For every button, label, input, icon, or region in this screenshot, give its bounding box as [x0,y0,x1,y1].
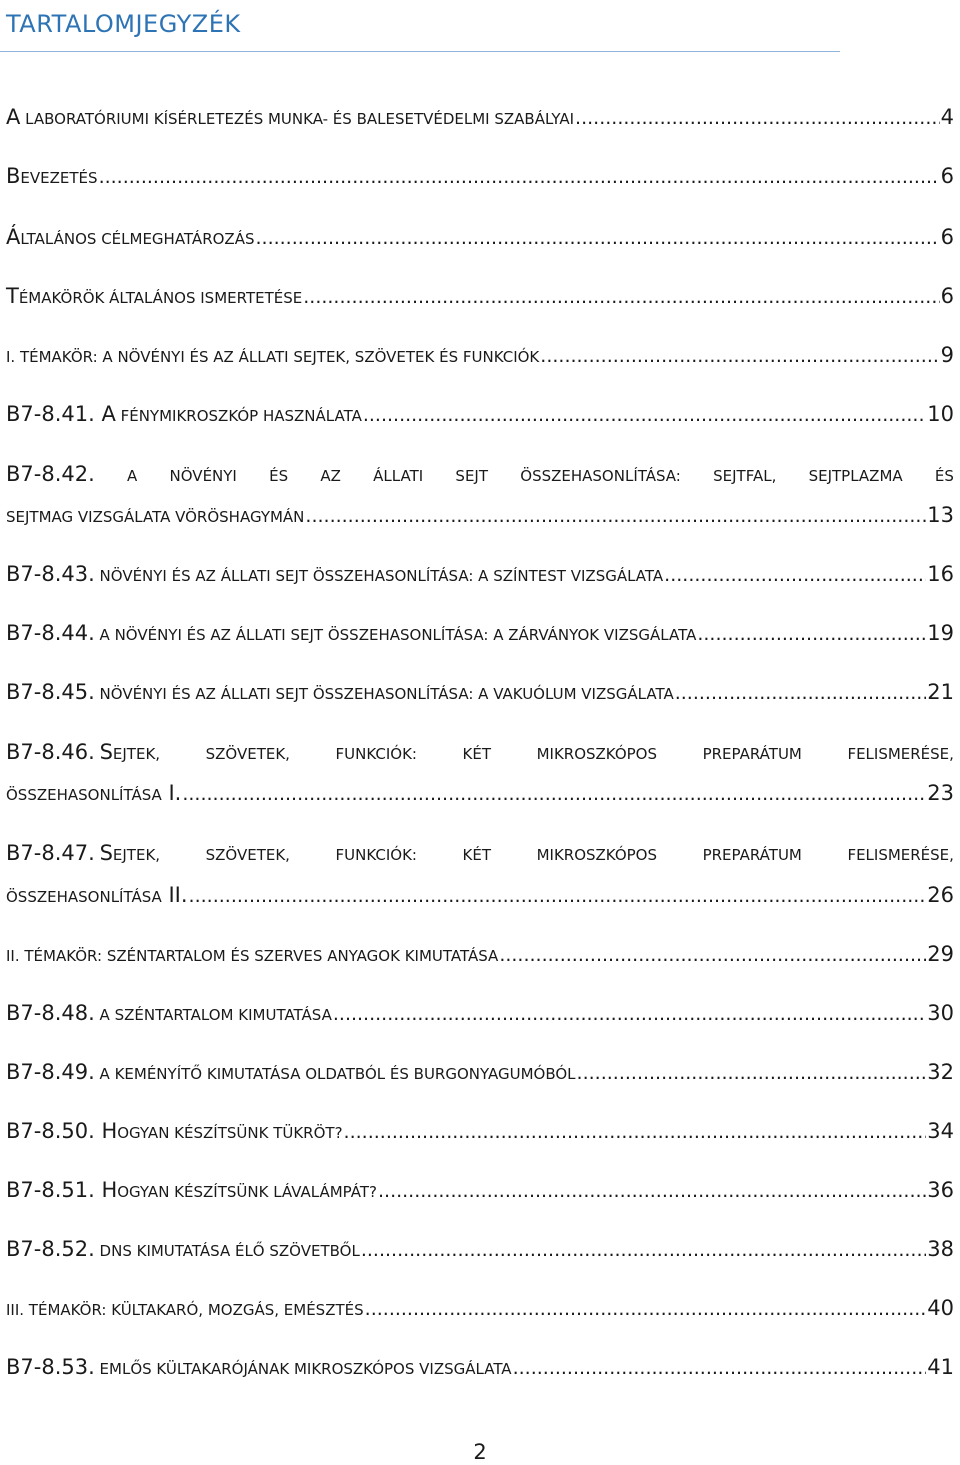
entry-word: EJTEK, [112,745,161,763]
dot-leader [675,678,927,708]
entry-initial: A [94,402,116,426]
entry-initial: S [99,841,113,865]
entry-title: EMLŐS KÜLTAKARÓJÁNAK MIKROSZKÓPOS VIZSGÁLATA [94,1360,512,1378]
dot-leader [255,223,939,253]
entry-page: 16 [927,562,954,586]
entry-initial: H [94,1119,118,1143]
entry-page: 9 [940,343,954,367]
entry-page: 32 [927,1060,954,1084]
entry-part: II. [161,883,188,907]
entry-page: 21 [927,680,954,704]
entry-word: AZ [320,467,341,485]
toc-entry[interactable] [6,161,954,191]
dot-leader [664,560,926,590]
entry-number: B7-8.48. [6,1001,95,1025]
entry-page: 34 [927,1119,954,1143]
toc-entry[interactable] [6,399,954,429]
entry-title: EVEZETÉS [20,169,98,187]
entry-initial: S [99,740,113,764]
dot-leader [378,1176,926,1206]
toc-entry[interactable] [6,102,954,132]
entry-title: SEJTMAG VIZSGÁLATA VÖRÖSHAGYMÁN [6,508,305,526]
entry-title: A SZÉNTARTALOM KIMUTATÁSA [94,1006,332,1024]
entry-word: PREPARÁTUM [702,846,802,864]
entry-number: B7-8.45. [6,680,95,704]
entry-word: SEJTPLAZMA [808,467,903,485]
entry-number: B7-8.46. [6,740,95,764]
entry-number: B7-8.42. [6,462,95,486]
entry-title: LABORATÓRIUMI KÍSÉRLETEZÉS MUNKA- ÉS BALESETVÉDELMI SZABÁLYAI [20,110,575,128]
entry-title: ÉMAKÖRÖK ÁLTALÁNOS ISMERTETÉSE [18,289,303,307]
entry-initial: Á [6,225,21,249]
entry-word: MIKROSZKÓPOS [536,846,658,864]
entry-number: B7-8.41. [6,402,95,426]
entry-title: LTALÁNOS CÉLMEGHATÁROZÁS [20,230,255,248]
entry-part: I. [161,781,182,805]
entry-word: SEJTFAL, [713,467,777,485]
entry-page: 23 [927,781,954,805]
entry-number: B7-8.47. [6,841,95,865]
entry-word: ÁLLATI [373,467,424,485]
dot-leader [697,619,926,649]
toc-entry[interactable] [6,998,954,1028]
entry-word: NÖVÉNYI [169,467,237,485]
entry-number: B7-8.53. [6,1355,95,1379]
entry-number: B7-8.51. [6,1178,95,1202]
entry-word: ÉS [269,467,289,485]
entry-page: 29 [927,942,954,966]
dot-leader [99,162,940,192]
dot-leader [540,341,939,371]
toc-entry[interactable] [6,1293,954,1323]
dot-leader [363,400,926,430]
entry-page: 6 [940,164,954,188]
entry-title: II. TÉMAKÖR: SZÉNTARTALOM ÉS SZERVES ANYAGOK KIMUTATÁSA [6,947,499,965]
entry-page: 26 [927,883,954,907]
toc-entry[interactable] [6,618,954,648]
toc-entry[interactable] [6,500,954,530]
entry-page: 6 [940,284,954,308]
entry-page: 41 [927,1355,954,1379]
entry-number: B7-8.50. [6,1119,95,1143]
dot-leader [189,881,927,911]
toc-entry[interactable] [6,281,954,311]
toc-entry-first-line[interactable] [6,737,954,767]
entry-number: B7-8.49. [6,1060,95,1084]
entry-title: ÖSSZEHASONLÍTÁSA [6,786,162,804]
toc-entry[interactable] [6,1057,954,1087]
toc-entry[interactable] [6,1116,954,1146]
entry-initial: B [6,164,21,188]
toc-heading: TARTALOMJEGYZÉK [6,10,241,38]
dot-leader [303,282,939,312]
entry-page: 36 [927,1178,954,1202]
entry-page: 10 [927,402,954,426]
entry-word: SZÖVETEK, [205,745,290,763]
entry-title: NÖVÉNYI ÉS AZ ÁLLATI SEJT ÖSSZEHASONLÍTÁSA: A VAKUÓLUM VIZSGÁLATA [94,685,674,703]
entry-page: 19 [927,621,954,645]
entry-title: OGYAN KÉSZÍTSÜNK LÁVALÁMPÁT? [117,1183,377,1201]
entry-title: I. TÉMAKÖR: A NÖVÉNYI ÉS AZ ÁLLATI SEJTEK, SZÖVETEK ÉS FUNKCIÓK [6,348,540,366]
entry-word: FELISMERÉSE, [847,745,954,763]
heading-underline [0,51,840,52]
entry-number: B7-8.52. [6,1237,95,1261]
dot-leader [499,940,926,970]
dot-leader [333,999,926,1029]
toc-entry[interactable] [6,1234,954,1264]
toc-entry[interactable] [6,939,954,969]
entry-initial: A [6,105,21,129]
entry-title: ÖSSZEHASONLÍTÁSA [6,888,162,906]
toc-entry-first-line[interactable] [6,459,954,489]
entry-word: A [127,467,138,485]
dot-leader [365,1294,927,1324]
toc-entry[interactable] [6,880,954,910]
entry-word: KÉT [462,846,492,864]
entry-page: 4 [940,105,954,129]
entry-page: 38 [927,1237,954,1261]
entry-word: FUNKCIÓK: [335,745,417,763]
toc-entry[interactable] [6,677,954,707]
dot-leader [305,501,926,531]
dot-leader [361,1235,926,1265]
dot-leader [182,779,926,809]
page-number: 2 [473,1440,487,1464]
entry-word: FELISMERÉSE, [847,846,954,864]
dot-leader [575,103,940,133]
entry-page: 30 [927,1001,954,1025]
entry-word: PREPARÁTUM [702,745,802,763]
entry-title: FÉNYMIKROSZKÓP HASZNÁLATA [115,407,362,425]
entry-word: ÉS [934,467,954,485]
dot-leader [513,1353,927,1383]
entry-number: B7-8.44. [6,621,95,645]
entry-title: DNS KIMUTATÁSA ÉLŐ SZÖVETBŐL [94,1242,360,1260]
toc-entry-first-line[interactable] [6,838,954,868]
entry-word: KÉT [462,745,492,763]
entry-title: III. TÉMAKÖR: KÜLTAKARÓ, MOZGÁS, EMÉSZTÉS [6,1301,364,1319]
entry-initial: H [94,1178,118,1202]
entry-title: A KEMÉNYÍTŐ KIMUTATÁSA OLDATBÓL ÉS BURGONYAGUMÓBÓL [94,1065,576,1083]
toc-entry[interactable] [6,1352,954,1382]
entry-number: B7-8.43. [6,562,95,586]
toc-entry[interactable] [6,340,954,370]
toc-entry[interactable] [6,1175,954,1205]
dot-leader [344,1117,927,1147]
entry-word: SEJT [455,467,489,485]
entry-page: 6 [940,225,954,249]
entry-title: OGYAN KÉSZÍTSÜNK TÜKRÖT? [117,1124,343,1142]
toc-entry[interactable] [6,222,954,252]
entry-word: EJTEK, [112,846,161,864]
entry-title: NÖVÉNYI ÉS AZ ÁLLATI SEJT ÖSSZEHASONLÍTÁSA: A SZÍNTEST VIZSGÁLATA [94,567,664,585]
toc-entry[interactable] [6,559,954,589]
toc-entry[interactable] [6,778,954,808]
entry-word: MIKROSZKÓPOS [536,745,658,763]
entry-word: SZÖVETEK, [205,846,290,864]
entry-title: A NÖVÉNYI ÉS AZ ÁLLATI SEJT ÖSSZEHASONLÍTÁSA: A ZÁRVÁNYOK VIZSGÁLATA [94,626,697,644]
entry-word: FUNKCIÓK: [335,846,417,864]
entry-initial: T [6,284,19,308]
dot-leader [577,1058,927,1088]
entry-page: 13 [927,503,954,527]
entry-word: ÖSSZEHASONLÍTÁSA: [520,467,681,485]
entry-page: 40 [927,1296,954,1320]
